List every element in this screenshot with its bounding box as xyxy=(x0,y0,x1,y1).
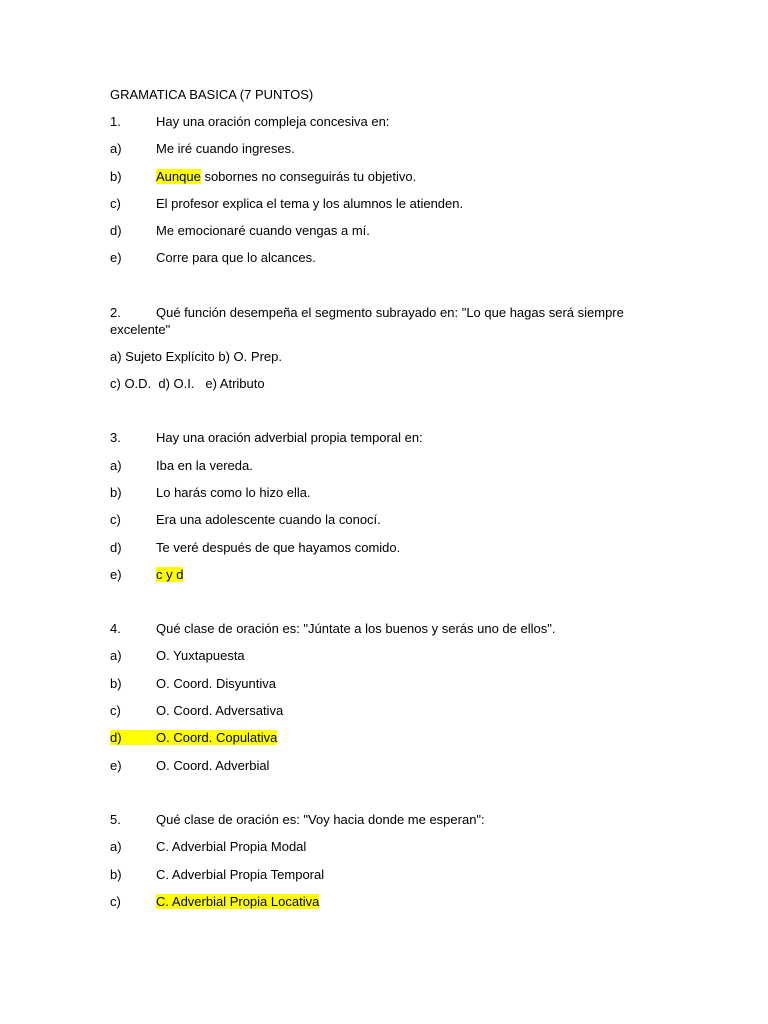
highlighted-answer: C. Adverbial Propia Locativa xyxy=(156,893,320,909)
q3-number: 3. xyxy=(110,430,121,446)
q1-option-d xyxy=(110,222,630,249)
q1-option-c xyxy=(110,195,630,222)
q3-question-text: Hay una oración adverbial propia temporal en: xyxy=(156,430,423,446)
option-text: O. Coord. Adversativa xyxy=(156,703,284,719)
q4-option-d xyxy=(110,729,630,756)
q5-option-b xyxy=(110,866,630,893)
option-label: d) xyxy=(110,223,122,239)
q3-option-b xyxy=(110,484,630,511)
option-label: d) xyxy=(110,730,122,746)
document-page xyxy=(110,86,630,920)
q4-number: 4. xyxy=(110,621,121,637)
q2-question-text: Qué función desempeña el segmento subrayado en: "Lo que hagas será siempre xyxy=(156,304,624,320)
q1-option-e xyxy=(110,249,630,276)
option-text: Me emocionaré cuando vengas a mí. xyxy=(156,223,370,239)
option-label: a) xyxy=(110,457,122,473)
q5-option-c xyxy=(110,893,630,920)
document-title: GRAMATICA BASICA (7 PUNTOS) xyxy=(110,87,314,102)
highlighted-option-row xyxy=(110,730,277,745)
q1-question-text: Hay una oración compleja concesiva en: xyxy=(156,114,390,129)
option-label: e) xyxy=(110,757,122,773)
q3-option-d xyxy=(110,539,630,566)
option-text: C. Adverbial Propia Modal xyxy=(156,839,307,855)
option-text: Era una adolescente cuando la conocí. xyxy=(156,512,381,528)
option-text: Me iré cuando ingreses. xyxy=(156,141,295,157)
q4-option-e xyxy=(110,757,630,784)
q1-option-b xyxy=(110,168,630,195)
highlighted-word: Aunque xyxy=(156,168,201,184)
option-label: d) xyxy=(110,539,122,555)
spacer xyxy=(110,593,630,620)
spacer xyxy=(110,402,630,429)
option-text: O. Coord. Disyuntiva xyxy=(156,675,276,691)
q3-option-e xyxy=(110,566,630,593)
q2-options-line-2: c) O.D. d) O.I. e) Atributo xyxy=(110,376,265,392)
q2-number: 2. xyxy=(110,304,121,320)
spacer xyxy=(110,784,630,811)
highlighted-answer: c y d xyxy=(156,566,184,582)
option-label: b) xyxy=(110,168,122,184)
option-text: sobornes no conseguirás tu objetivo. xyxy=(200,168,417,184)
q4-option-c xyxy=(110,702,630,729)
q5-number: 5. xyxy=(110,811,121,827)
q3-option-a xyxy=(110,457,630,484)
option-label: a) xyxy=(110,839,122,855)
q4-option-a xyxy=(110,647,630,674)
option-label: e) xyxy=(110,566,122,582)
q2-question xyxy=(110,304,630,338)
option-label: c) xyxy=(110,893,121,909)
q3-option-c xyxy=(110,511,630,538)
option-label: b) xyxy=(110,484,122,500)
option-text: O. Coord. Adverbial xyxy=(156,757,270,773)
q4-question xyxy=(110,620,630,647)
option-text: O. Yuxtapuesta xyxy=(156,648,245,664)
option-text: C. Adverbial Propia Temporal xyxy=(156,866,325,882)
q5-option-a xyxy=(110,838,630,865)
option-label: a) xyxy=(110,648,122,664)
option-text: Te veré después de que hayamos comido. xyxy=(156,539,401,555)
option-label: b) xyxy=(110,866,122,882)
option-text: O. Coord. Copulativa xyxy=(156,730,278,746)
option-text: Lo harás como lo hizo ella. xyxy=(156,484,311,500)
q2-question-text-cont: excelente" xyxy=(110,321,171,337)
q4-option-b xyxy=(110,675,630,702)
option-label: e) xyxy=(110,250,122,266)
option-label: c) xyxy=(110,703,121,719)
option-text: El profesor explica el tema y los alumnos le atienden. xyxy=(156,195,464,211)
q1-option-a xyxy=(110,140,630,167)
q1-question xyxy=(110,113,630,140)
option-label: c) xyxy=(110,195,121,211)
option-label: c) xyxy=(110,512,121,528)
option-label: a) xyxy=(110,141,122,157)
q5-question-text: Qué clase de oración es: "Voy hacia donde me esperan": xyxy=(156,811,485,827)
option-label: b) xyxy=(110,675,122,691)
q5-question xyxy=(110,811,630,838)
q4-question-text: Qué clase de oración es: "Júntate a los buenos y serás uno de ellos". xyxy=(156,621,556,637)
spacer xyxy=(110,277,630,304)
q3-question xyxy=(110,429,630,456)
q2-options-line-1: a) Sujeto Explícito b) O. Prep. xyxy=(110,348,282,364)
q1-number: 1. xyxy=(110,114,121,129)
option-text: Iba en la vereda. xyxy=(156,457,253,473)
option-text: Corre para que lo alcances. xyxy=(156,250,316,266)
